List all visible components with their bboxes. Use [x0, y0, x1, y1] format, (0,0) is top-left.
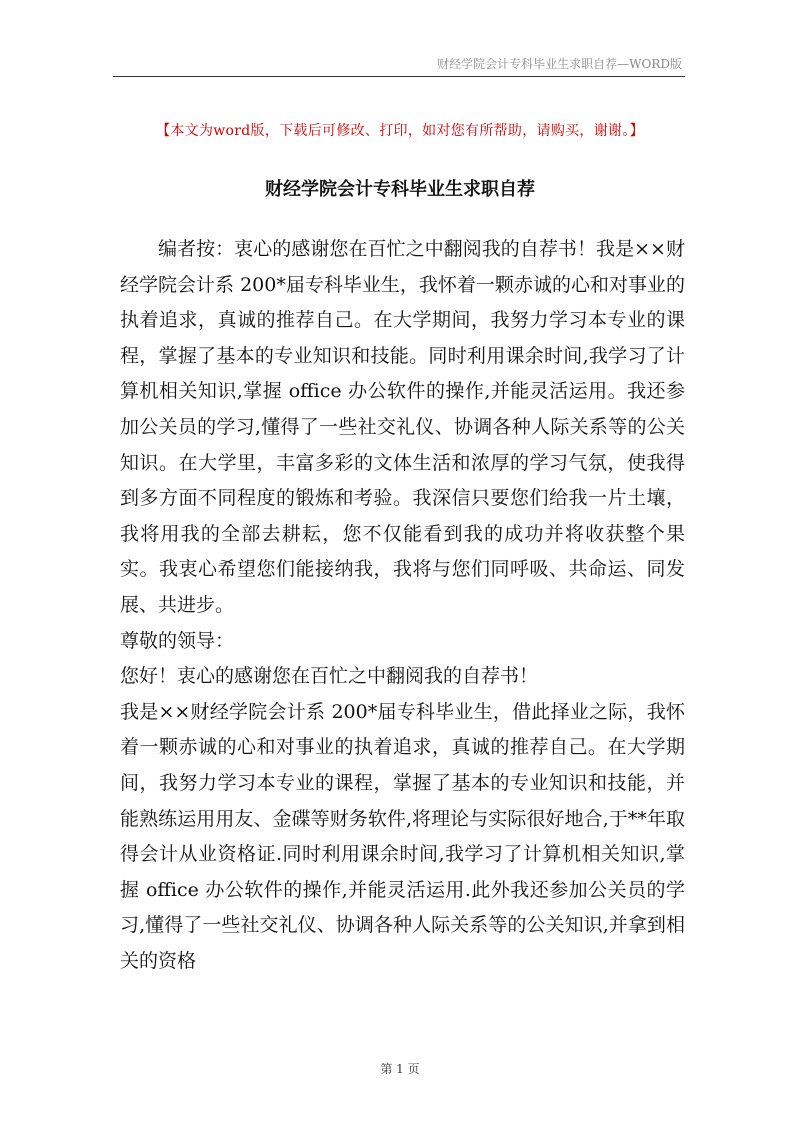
- notice-banner: 【本文为word版，下载后可修改、打印，如对您有所帮助，请购买，谢谢。】: [156, 123, 644, 139]
- salutation: 尊敬的领导：: [120, 629, 235, 652]
- header-divider: [113, 76, 685, 77]
- body-paragraph: 我是××财经学院会计系 200*届专科毕业生，借此择业之际，我怀着一颗赤诚的心和对事业的执着追求，真诚的推荐自己。在大学期间，我努力学习本专业的课程，掌握了基本的专业知识和技能，并能熟练运用用友、金碟等财务软件,将理论与实际很好地合,于**年取得会计从业资格证.同时利用课余时间,我学习了计算机相关知识,掌握 office 办公软件的操作,并能灵活运用.此外我还参加公关员的学习,懂得了一些社交礼仪、协调各种人际关系等的公关知识,并拿到相关的资格: [120, 700, 685, 972]
- greeting: 您好！衷心的感谢您在百忙之中翻阅我的自荐书！: [120, 665, 539, 688]
- document-body: [120, 232, 685, 979]
- editor-note-paragraph: 编者按：衷心的感谢您在百忙之中翻阅我的自荐书！我是××财经学院会计系 200*届专科毕业生，我怀着一颗赤诚的心和对事业的执着追求，真诚的推荐自己。在大学期间，我努力学习本专业的课程，掌握了基本的专业知识和技能。同时利用课余时间,我学习了计算机相关知识,掌握 office 办公软件的操作,并能灵活运用。我还参加公关员的学习,懂得了一些社交礼仪、协调各种人际关系等的公关知识。在大学里，丰富多彩的文体生活和浓厚的学习气氛，使我得到多方面不同程度的锻炼和考验。我深信只要您们给我一片土壤，我将用我的全部去耕耘，您不仅能看到我的成功并将收获整个果实。我衷心希望您们能接纳我，我将与您们同呼吸、共命运、同发展、共进步。: [120, 238, 685, 616]
- page-header: 财经学院会计专科毕业生求职自荐—WORD版: [437, 57, 682, 71]
- document-title: 财经学院会计专科毕业生求职自荐: [265, 179, 535, 200]
- page-number: 第 1 页: [380, 1062, 420, 1076]
